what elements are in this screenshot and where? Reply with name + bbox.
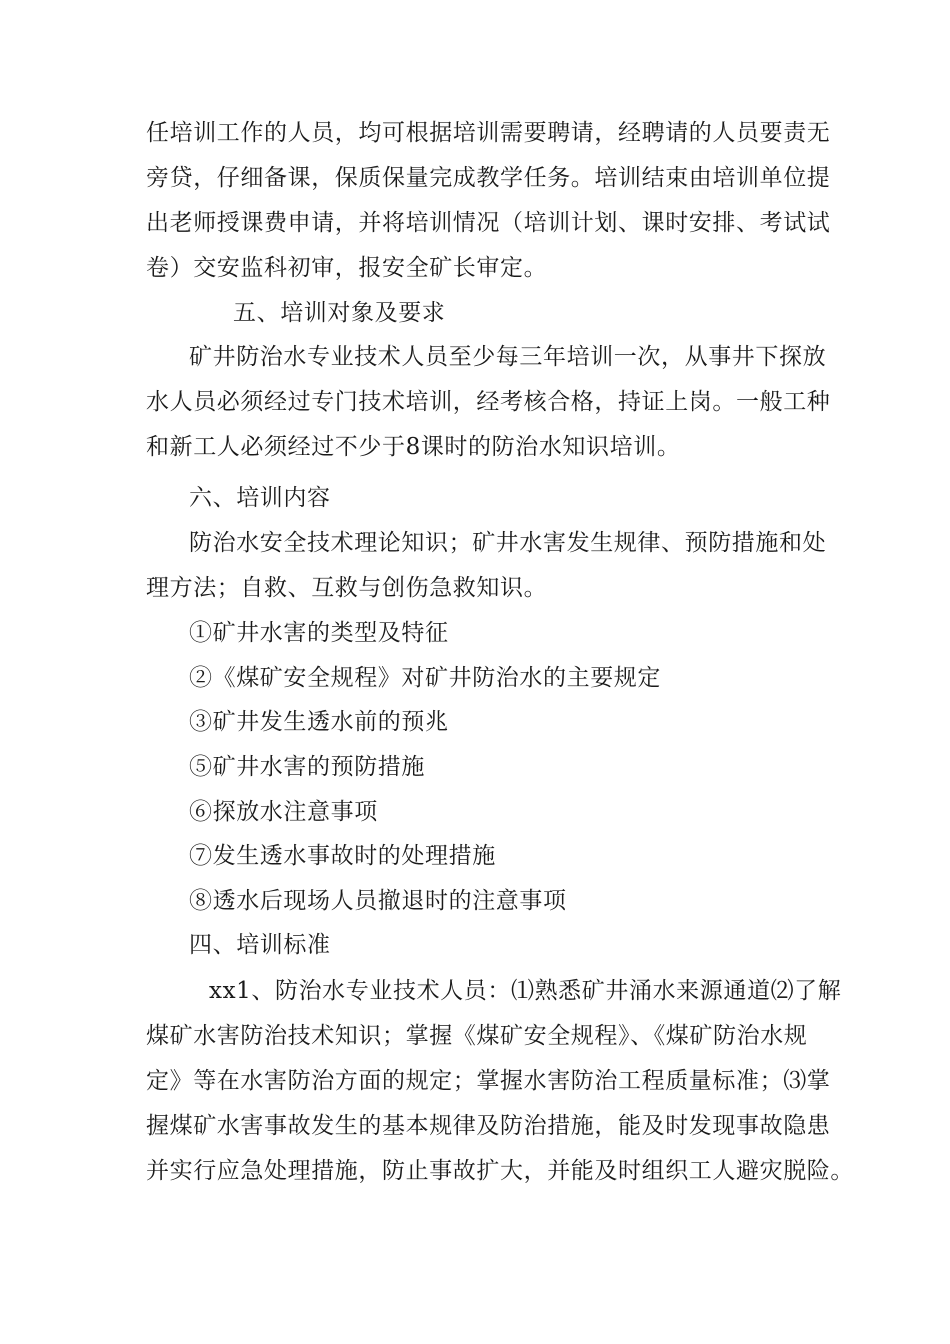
paragraph-line: 水人员必须经过专门技术培训，经考核合格，持证上岗。一般工种 <box>146 389 831 415</box>
list-item: ⑧透水后现场人员撤退时的注意事项 <box>189 888 567 914</box>
section-heading: 五、培训对象及要求 <box>233 300 446 326</box>
paragraph-line: 煤矿水害防治技术知识；掌握《煤矿安全规程》、《煤矿防治水规 <box>146 1023 808 1049</box>
list-item: ⑤矿井水害的预防措施 <box>189 754 425 780</box>
paragraph-line: 任培训工作的人员，均可根据培训需要聘请，经聘请的人员要责无 <box>146 120 831 146</box>
list-item: ⑥探放水注意事项 <box>189 799 378 825</box>
paragraph-line: 并实行应急处理措施，防止事故扩大，并能及时组织工人避灾脱险。 <box>146 1158 854 1184</box>
list-item: ②《煤矿安全规程》对矿井防治水的主要规定 <box>189 665 661 691</box>
paragraph-line: 防治水安全技术理论知识；矿井水害发生规律、预防措施和处 <box>189 530 827 556</box>
section-heading: 六、培训内容 <box>189 485 331 511</box>
list-item: ③矿井发生透水前的预兆 <box>189 709 449 735</box>
section-heading: 四、培训标准 <box>189 932 331 958</box>
paragraph-line: 卷）交安监科初审，报安全矿长审定。 <box>146 255 548 281</box>
list-item: ①矿井水害的类型及特征 <box>189 620 449 646</box>
paragraph-line: 定》等在水害防治方面的规定；掌握水害防治工程质量标准；⑶掌 <box>146 1068 831 1094</box>
paragraph-line: 握煤矿水害事故发生的基本规律及防治措施，能及时发现事故隐患 <box>146 1113 831 1139</box>
paragraph-line: xx1、防治水专业技术人员：⑴熟悉矿井涌水来源通道⑵了解 <box>209 978 842 1004</box>
paragraph-line: 理方法；自救、互救与创伤急救知识。 <box>146 575 548 601</box>
list-item: ⑦发生透水事故时的处理措施 <box>189 843 496 869</box>
paragraph-line: 矿井防治水专业技术人员至少每三年培训一次，从事井下探放 <box>189 344 827 370</box>
paragraph-line: 和新工人必须经过不少于8课时的防治水知识培训。 <box>146 434 681 460</box>
paragraph-line: 旁贷，仔细备课，保质保量完成教学任务。培训结束由培训单位提 <box>146 165 831 191</box>
paragraph-line: 出老师授课费申请，并将培训情况（培训计划、课时安排、考试试 <box>146 210 831 236</box>
